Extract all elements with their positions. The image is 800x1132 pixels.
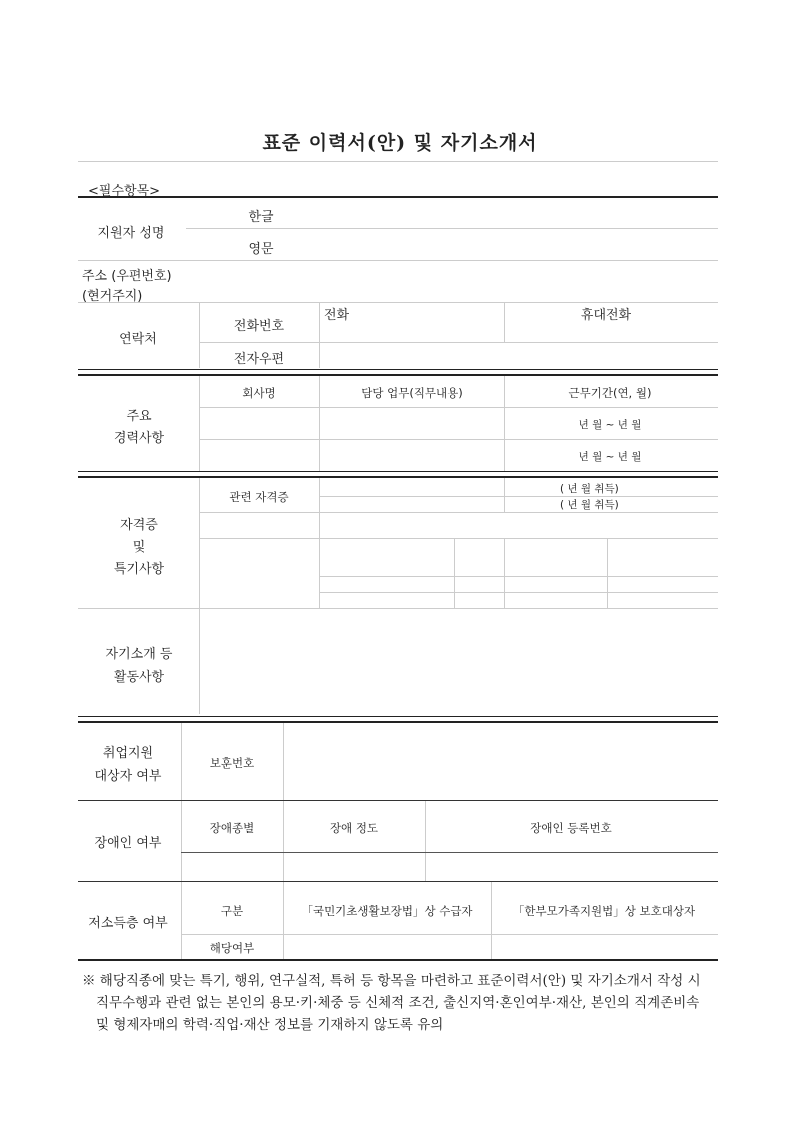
intro-divider-v1 bbox=[199, 608, 200, 714]
address-label: 주소 (우편번호) bbox=[82, 269, 172, 284]
company-name-field-1[interactable] bbox=[201, 409, 317, 437]
section-divider-2a bbox=[78, 471, 718, 472]
cert-label: 관련 자격증 bbox=[229, 490, 289, 504]
page-title: 표준 이력서(안) 및 자기소개서 bbox=[262, 132, 538, 154]
single-parent-header: 「한부모가족지원법」상 보호대상자 bbox=[512, 904, 696, 918]
notice-line-1: ※ 해당직종에 맞는 특기, 행위, 연구실적, 특허 등 항목을 마련하고 표준이력서(안) 및 자기소개서 작성 시 bbox=[82, 973, 701, 989]
career-divider-v2 bbox=[319, 376, 320, 471]
qual-row-border-1 bbox=[199, 512, 718, 513]
qual-divider-v3 bbox=[504, 478, 505, 512]
career-row-border-2 bbox=[199, 439, 718, 440]
section-divider-1b bbox=[78, 374, 718, 376]
notice bbox=[82, 970, 722, 1036]
self-intro-field[interactable] bbox=[202, 611, 716, 711]
career-label-line2: 경력사항 bbox=[113, 431, 165, 446]
address-bottom-border bbox=[78, 302, 718, 303]
income-divider-v3 bbox=[491, 882, 492, 959]
career-row-border-1 bbox=[199, 407, 718, 408]
disability-bottom-border bbox=[78, 881, 718, 882]
disability-reg-header: 장애인 등록번호 bbox=[530, 821, 612, 835]
notice-line-2: 직무수행과 관련 없는 본인의 용모·키·체중 등 신체적 조건, 출신지역·혼인여부·재산, 본인의 직계존비속 bbox=[96, 995, 700, 1011]
duty-header: 담당 업무(직무내용) bbox=[361, 386, 463, 400]
section-divider-1a bbox=[78, 369, 718, 370]
contact-divider-v1 bbox=[199, 302, 200, 368]
section-divider-2b bbox=[78, 476, 718, 478]
disability-type-header: 장애종별 bbox=[209, 821, 255, 835]
veteran-number-label: 보훈번호 bbox=[209, 756, 255, 770]
career-divider-v3 bbox=[504, 376, 505, 471]
veteran-number-field[interactable] bbox=[286, 725, 716, 798]
name-bottom-border bbox=[78, 260, 718, 261]
phone-label: 전화 bbox=[324, 308, 350, 323]
title-divider bbox=[78, 161, 718, 162]
disability-reg-field[interactable] bbox=[428, 854, 716, 879]
english-name-field[interactable] bbox=[320, 229, 718, 259]
disability-mid-border bbox=[181, 852, 718, 853]
applicant-name-label: 지원자 성명 bbox=[97, 226, 165, 241]
basic-living-field[interactable] bbox=[286, 936, 489, 957]
single-parent-field[interactable] bbox=[494, 936, 716, 957]
contact-mid-border bbox=[199, 342, 718, 343]
cert-field-2[interactable] bbox=[321, 497, 502, 511]
self-intro-label-line1: 자기소개 등 bbox=[105, 647, 173, 662]
mobile-label: 휴대전화 bbox=[580, 308, 632, 323]
work-period-row-2: 년 월 ~ 년 월 bbox=[578, 451, 642, 463]
contact-divider-v2 bbox=[319, 302, 320, 368]
address-field[interactable] bbox=[200, 262, 718, 302]
qual-divider-v1 bbox=[199, 478, 200, 608]
korean-name-field[interactable] bbox=[320, 198, 718, 227]
english-name-label: 영문 bbox=[248, 242, 274, 257]
work-period-header: 근무기간(연, 월) bbox=[568, 386, 652, 400]
support-divider-v2 bbox=[283, 723, 284, 800]
email-field[interactable] bbox=[322, 344, 716, 366]
form-bottom-border bbox=[78, 959, 718, 961]
email-label: 전자우편 bbox=[233, 352, 285, 367]
career-divider-v1 bbox=[199, 376, 200, 471]
cert-acquired-2: ( 년 월 취득) bbox=[560, 499, 619, 511]
phone-number-label: 전화번호 bbox=[233, 319, 285, 334]
disability-degree-header: 장애 정도 bbox=[329, 821, 379, 835]
disability-type-field[interactable] bbox=[184, 854, 281, 879]
cert-acquired-1: ( 년 월 취득) bbox=[560, 483, 619, 495]
contact-divider-v3 bbox=[504, 302, 505, 342]
qual-divider-v6 bbox=[607, 538, 608, 608]
residence-label: (현거주지) bbox=[82, 289, 143, 304]
optional-divider-v1 bbox=[181, 723, 182, 959]
qual-row-border-4 bbox=[319, 592, 718, 593]
support-bottom-border bbox=[78, 800, 718, 801]
cert-field-1[interactable] bbox=[321, 479, 502, 495]
qual-divider-v4 bbox=[454, 538, 455, 608]
mobile-field[interactable] bbox=[508, 318, 714, 340]
company-name-field-2[interactable] bbox=[201, 441, 317, 469]
disability-divider-v2 bbox=[283, 801, 284, 881]
category-label: 구분 bbox=[220, 904, 244, 918]
career-label-line1: 주요 bbox=[126, 409, 152, 424]
low-income-label: 저소득층 여부 bbox=[88, 916, 168, 931]
notice-line-3: 및 형제자매의 학력·직업·재산 정보를 기재하지 않도록 유의 bbox=[96, 1017, 444, 1033]
qual-bottom-border bbox=[78, 608, 718, 609]
korean-name-label: 한글 bbox=[248, 210, 274, 225]
income-mid-border bbox=[181, 934, 718, 935]
support-label-line1: 취업지원 bbox=[102, 746, 154, 761]
support-label-line2: 대상자 여부 bbox=[94, 769, 162, 784]
income-divider-v2 bbox=[283, 882, 284, 959]
qual-row-border-2 bbox=[199, 538, 718, 539]
duty-field-2[interactable] bbox=[321, 441, 502, 469]
self-intro-label-line2: 활동사항 bbox=[113, 670, 165, 685]
basic-living-header: 「국민기초생활보장법」상 수급자 bbox=[301, 904, 473, 918]
qual-row-border-3 bbox=[319, 576, 718, 577]
work-period-row-1: 년 월 ~ 년 월 bbox=[578, 419, 642, 431]
required-section-label: <필수항목> bbox=[88, 184, 161, 199]
applicable-label: 해당여부 bbox=[209, 941, 255, 955]
duty-field-1[interactable] bbox=[321, 409, 502, 437]
disability-divider-v3 bbox=[425, 801, 426, 881]
disability-degree-field[interactable] bbox=[286, 854, 423, 879]
disability-label: 장애인 여부 bbox=[94, 836, 162, 851]
company-name-header: 회사명 bbox=[242, 386, 276, 400]
phone-field[interactable] bbox=[345, 318, 500, 340]
section-divider-3b bbox=[78, 721, 718, 723]
qual-label-line3: 특기사항 bbox=[113, 562, 165, 577]
qual-divider-v5 bbox=[504, 538, 505, 608]
qual-label-line1: 자격증 bbox=[120, 518, 158, 533]
qual-divider-v2 bbox=[319, 478, 320, 608]
qual-label-line2: 및 bbox=[132, 540, 146, 555]
contact-label: 연락처 bbox=[119, 332, 157, 347]
section-divider-3a bbox=[78, 716, 718, 717]
